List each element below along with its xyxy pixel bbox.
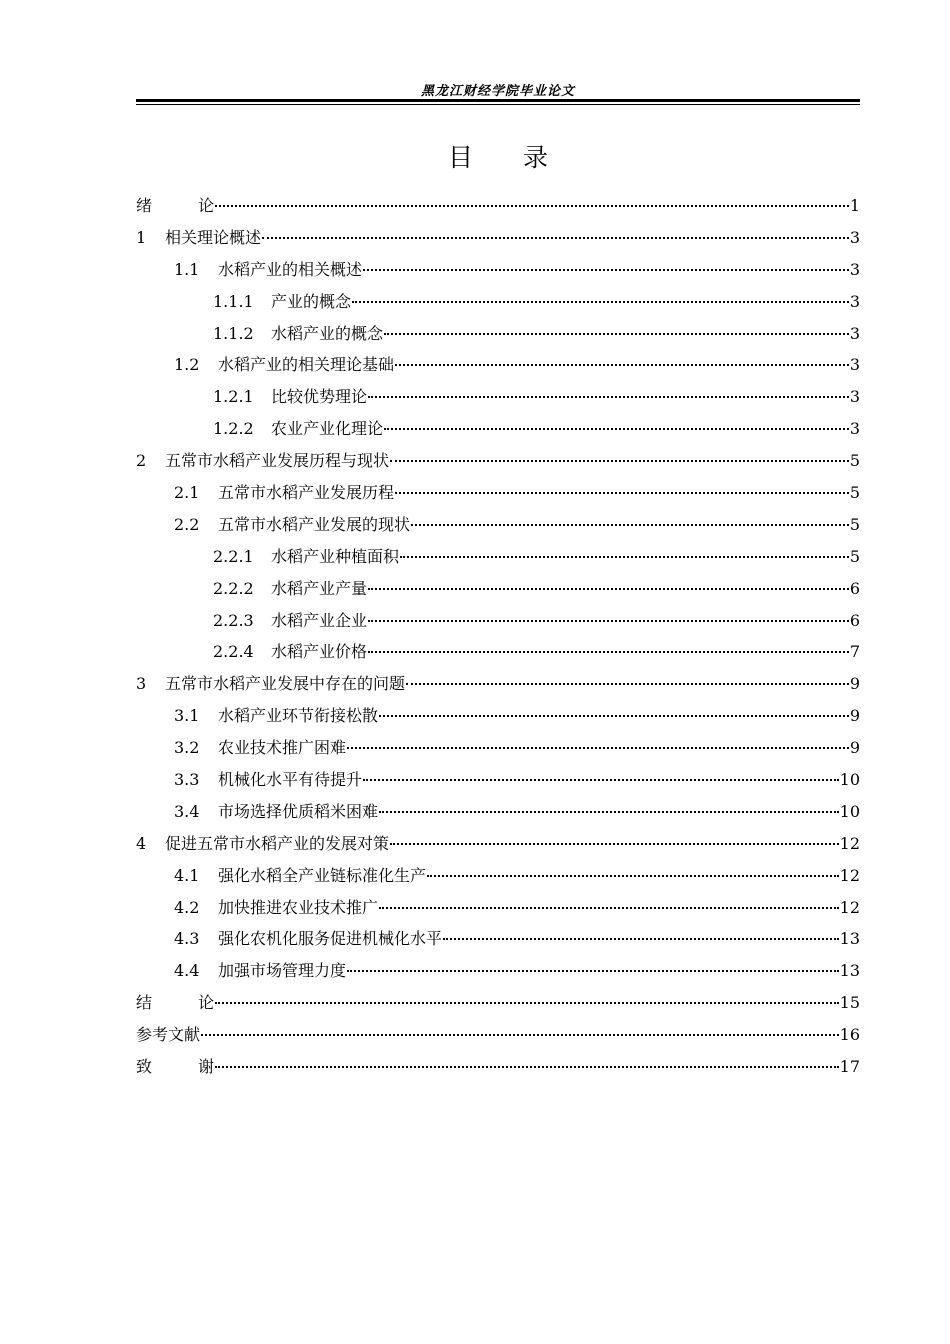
toc-entry-label: 水稻产业产量: [271, 578, 368, 598]
toc-entry[interactable]: [136, 193, 860, 225]
toc-entry-number: 1.2.1: [213, 387, 254, 407]
toc-entry[interactable]: [136, 735, 860, 767]
toc-entry[interactable]: [136, 257, 860, 289]
toc-entry-number: 2: [136, 451, 147, 471]
toc-entry-number: 2.2.2: [213, 578, 254, 598]
toc-entry-page: 3: [849, 387, 860, 407]
toc-entry-page: 13: [839, 961, 860, 981]
toc-dot-leader: [215, 205, 849, 207]
toc-entry-page: 3: [849, 291, 860, 311]
toc-dot-leader: [262, 237, 849, 239]
toc-entry[interactable]: [136, 863, 860, 895]
toc-entry-label: 水稻产业种植面积: [271, 546, 400, 566]
toc-dot-leader: [390, 460, 849, 462]
toc-entry-number: 4.2: [174, 897, 200, 917]
toc-entry[interactable]: [136, 448, 860, 480]
toc-dot-leader: [384, 428, 849, 430]
toc-entry[interactable]: [136, 480, 860, 512]
toc-entry-number: 3.1: [174, 706, 200, 726]
toc-entry-number: 4.4: [174, 961, 200, 981]
toc-dot-leader: [368, 651, 849, 653]
toc-entry-label-char: 谢: [197, 1057, 214, 1077]
toc-entry-page: 9: [849, 706, 860, 726]
toc-entry[interactable]: [136, 990, 860, 1022]
page-header: 黑龙江财经学院毕业论文: [420, 84, 575, 99]
toc-entry[interactable]: [136, 352, 860, 384]
toc-entry-number: 2.2.4: [213, 642, 254, 662]
toc-entry-page: 16: [839, 1025, 860, 1045]
toc-entry-number: 3.3: [174, 770, 200, 790]
toc-entry-number: 1.1.2: [213, 323, 254, 343]
toc-entry-label-char: 结: [136, 993, 153, 1013]
toc-entry-label-char: 论: [197, 196, 214, 215]
toc-dot-leader: [379, 907, 839, 909]
toc-entry[interactable]: [136, 1022, 860, 1054]
toc-entry-page: 10: [839, 801, 860, 821]
toc-entry-page: 3: [849, 355, 860, 375]
toc-entry-label: 农业技术推广困难: [218, 738, 347, 758]
toc-entry-page: 17: [839, 1057, 860, 1077]
toc-entry[interactable]: [136, 1054, 860, 1086]
toc-entry-page: 7: [849, 642, 860, 662]
toc-entry-label: 促进五常市水稻产业的发展对策: [165, 833, 390, 853]
toc-entry-number: 4.1: [174, 865, 200, 885]
toc-dot-leader: [368, 588, 849, 590]
toc-entry-label: [136, 1054, 214, 1080]
toc-entry[interactable]: [136, 767, 860, 799]
toc-entry-number: 1.2.2: [213, 419, 254, 439]
toc-entry-label: 五常市水稻产业发展历程与现状: [165, 451, 390, 471]
toc-entry[interactable]: [136, 225, 860, 257]
toc-entry-page: 3: [849, 323, 860, 343]
toc-entry-label: 强化水稻全产业链标准化生产: [218, 865, 427, 885]
toc-entry[interactable]: [136, 544, 860, 576]
toc-entry-page: 10: [839, 770, 860, 790]
toc-entry-number: 4.3: [174, 929, 200, 949]
toc-entry-page: 12: [839, 865, 860, 885]
toc-entry-label: 水稻产业的概念: [271, 323, 384, 343]
toc-entry-number: 3.4: [174, 801, 200, 821]
toc-entry-label-char: 论: [197, 993, 214, 1013]
toc-dot-leader: [390, 843, 839, 845]
toc-entry-label: 五常市水稻产业发展的现状: [218, 514, 411, 534]
toc-title: [136, 138, 860, 174]
toc-entry-label: 参考文献: [136, 1025, 201, 1045]
toc-title-right: 录: [523, 143, 549, 172]
toc-entry-page: 1: [849, 196, 860, 215]
toc-entry-label: 相关理论概述: [165, 227, 262, 247]
toc-dot-leader: [368, 620, 849, 622]
toc-entry-number: 2.1: [174, 483, 200, 503]
toc-dot-leader: [363, 269, 849, 271]
toc-dot-leader: [352, 301, 849, 303]
toc-entry-page: 5: [849, 483, 860, 503]
toc-dot-leader: [347, 970, 839, 972]
toc-entry-number: 1: [136, 227, 147, 247]
toc-title-left: 目: [447, 143, 473, 172]
toc-entry-page: 5: [849, 451, 860, 471]
toc-entry[interactable]: [136, 384, 860, 416]
toc-entry-page: 5: [849, 546, 860, 566]
toc-dot-leader: [215, 1066, 839, 1068]
toc-entry-label: 五常市水稻产业发展历程: [218, 483, 395, 503]
toc-entry[interactable]: [136, 703, 860, 735]
toc-entry-page: 3: [849, 419, 860, 439]
toc-entry-label: 五常市水稻产业发展中存在的问题: [165, 674, 406, 694]
toc-dot-leader: [363, 779, 839, 781]
toc-entry[interactable]: [136, 895, 860, 927]
toc-dot-leader: [201, 1034, 839, 1036]
toc-entry-number: 1.2: [174, 355, 200, 375]
toc-entry-number: 4: [136, 833, 147, 853]
toc-entry[interactable]: [136, 926, 860, 958]
header-rule-thick: [136, 99, 860, 102]
toc-entry-page: 3: [849, 259, 860, 279]
toc-entry-label: 水稻产业环节衔接松散: [218, 706, 379, 726]
toc-entry[interactable]: [136, 831, 860, 863]
toc-entry-number: 2.2: [174, 514, 200, 534]
toc-entry-number: 1.1: [174, 259, 200, 279]
toc-entry-number: 2.2.3: [213, 610, 254, 630]
toc-entry-page: 15: [839, 993, 860, 1013]
toc-entry-label: 比较优势理论: [271, 387, 368, 407]
toc-entry[interactable]: [136, 608, 860, 640]
toc-entry-page: 6: [849, 578, 860, 598]
toc-entry-number: 2.2.1: [213, 546, 254, 566]
toc-dot-leader: [395, 492, 849, 494]
toc-entry-page: 12: [839, 833, 860, 853]
toc-entry[interactable]: [136, 289, 860, 321]
toc-entry-page: 5: [849, 514, 860, 534]
header-rule-thin: [136, 104, 860, 105]
toc-dot-leader: [427, 875, 839, 877]
toc-entry-page: 6: [849, 610, 860, 630]
toc-dot-leader: [411, 524, 849, 526]
toc-entry-number: 1.1.1: [213, 291, 254, 311]
toc-dot-leader: [406, 683, 849, 685]
toc-entry-page: 9: [849, 738, 860, 758]
toc-entry[interactable]: [136, 512, 860, 544]
toc-entry-label: [136, 193, 214, 219]
toc-entry-page: 12: [839, 897, 860, 917]
toc-entry[interactable]: [136, 639, 860, 671]
toc-entry[interactable]: [136, 416, 860, 448]
toc-entry-page: 13: [839, 929, 860, 949]
toc-entry-page: 3: [849, 227, 860, 247]
toc-entry[interactable]: [136, 576, 860, 608]
toc-entry[interactable]: [136, 799, 860, 831]
toc-entry-label: 加快推进农业技术推广: [218, 897, 379, 917]
toc-entry-label-char: 致: [136, 1057, 153, 1077]
toc-entry-label: 水稻产业价格: [271, 642, 368, 662]
toc-dot-leader: [379, 811, 839, 813]
toc-dot-leader: [347, 747, 849, 749]
toc-entry-label: 市场选择优质稻米困难: [218, 801, 379, 821]
toc-entry-label: 强化农机化服务促进机械化水平: [218, 929, 443, 949]
toc-entry-label: [136, 990, 214, 1016]
toc-entry[interactable]: [136, 671, 860, 703]
toc-dot-leader: [379, 715, 849, 717]
toc-dot-leader: [443, 938, 839, 940]
toc-entry-label: 产业的概念: [271, 291, 352, 311]
toc-entry-label-char: 绪: [136, 196, 153, 215]
toc-entry-label: 机械化水平有待提升: [218, 770, 363, 790]
toc-entry-label: 水稻产业的相关理论基础: [218, 355, 395, 375]
toc-entry-number: 3.2: [174, 738, 200, 758]
toc-dot-leader: [400, 556, 849, 558]
toc-entry-number: 3: [136, 674, 147, 694]
toc-entry-label: 水稻产业的相关概述: [218, 259, 363, 279]
table-of-contents: [136, 193, 860, 1086]
toc-entry-page: 9: [849, 674, 860, 694]
toc-entry-label: 农业产业化理论: [271, 419, 384, 439]
toc-entry[interactable]: [136, 958, 860, 990]
toc-dot-leader: [368, 396, 849, 398]
toc-entry-label: 水稻产业企业: [271, 610, 368, 630]
toc-entry-label: 加强市场管理力度: [218, 961, 347, 981]
toc-entry[interactable]: [136, 321, 860, 353]
toc-dot-leader: [395, 364, 849, 366]
toc-dot-leader: [384, 333, 849, 335]
toc-dot-leader: [215, 1002, 839, 1004]
